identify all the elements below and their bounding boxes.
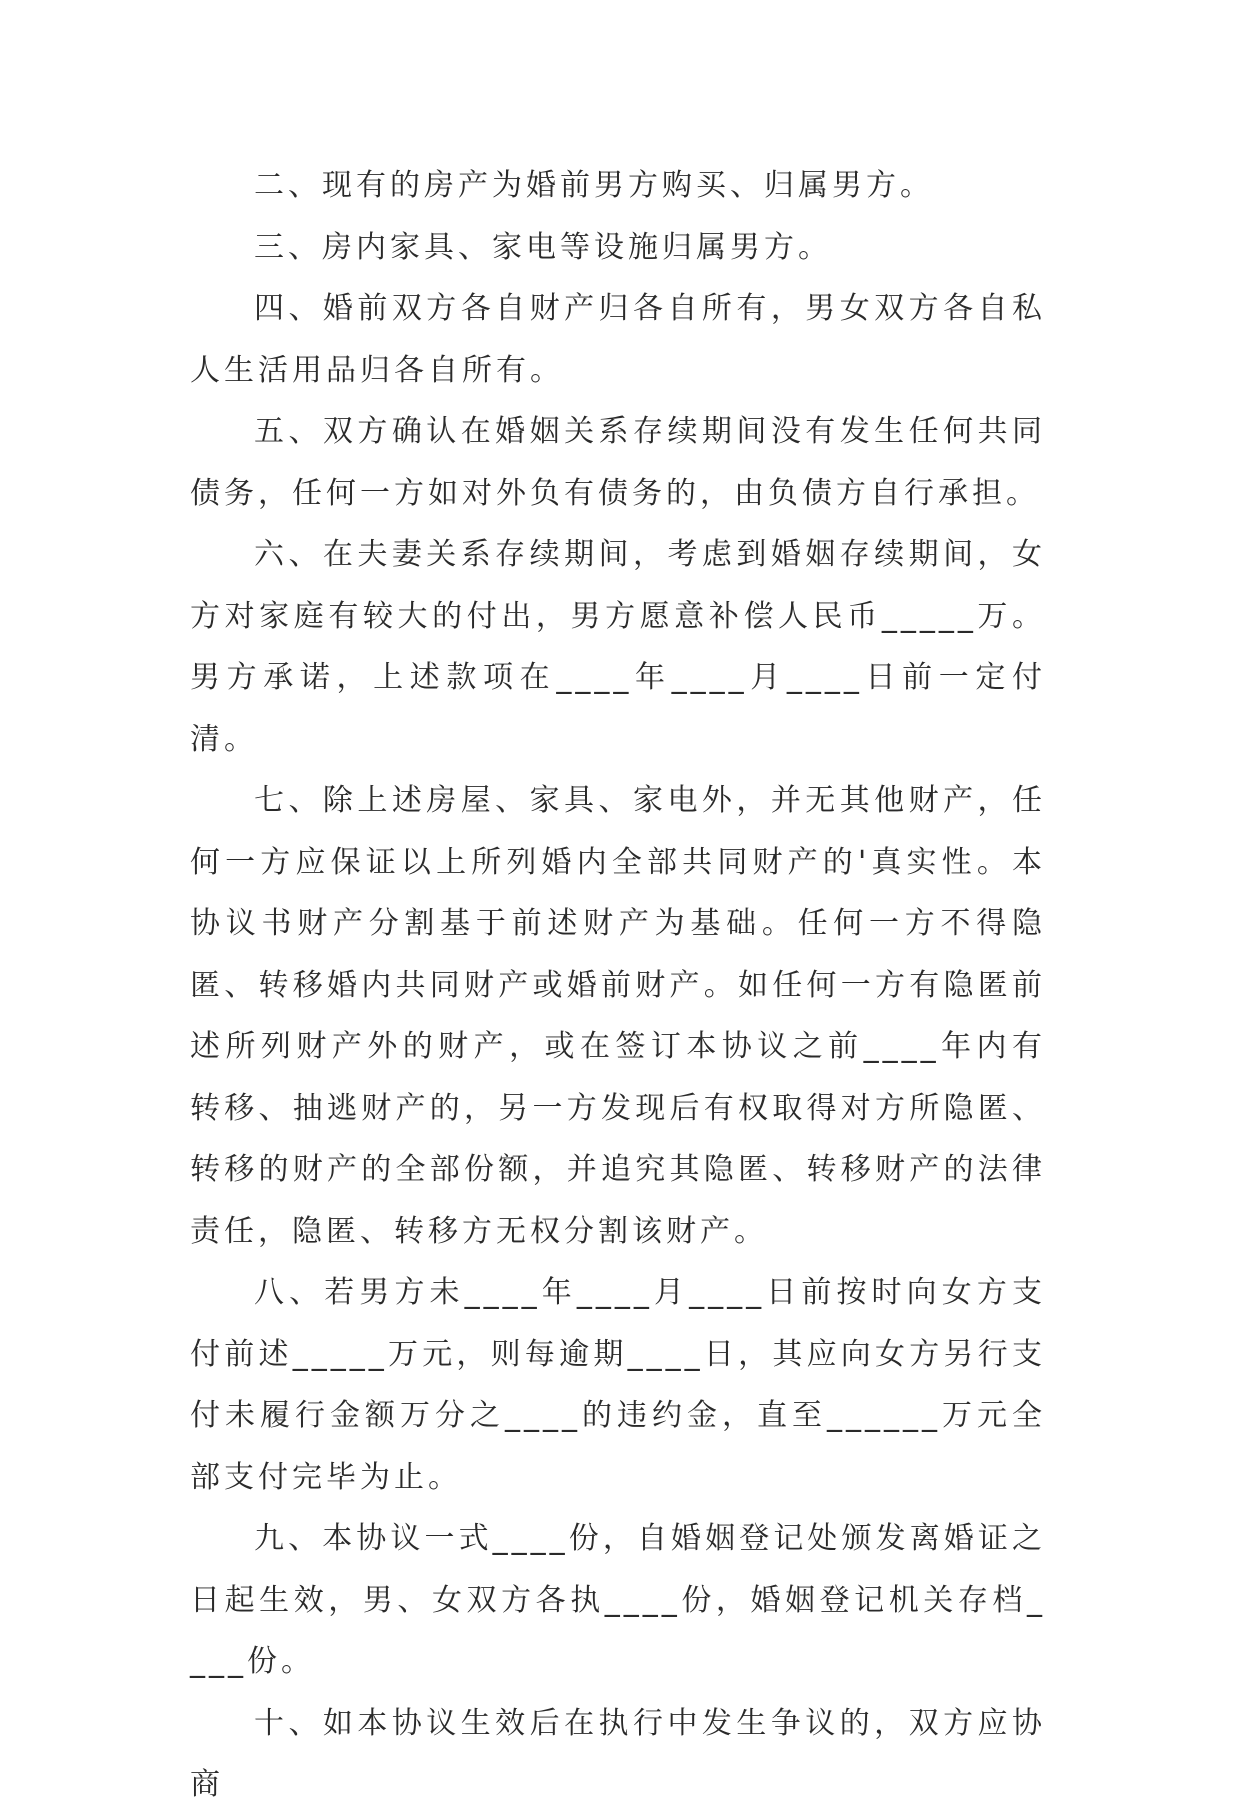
clause-5: 五、双方确认在婚姻关系存续期间没有发生任何共同债务，任何一方如对外负有债务的，由负债方自行承担。 [190, 414, 1046, 511]
clause-10: 十、如本协议生效后在执行中发生争议的，双方应协商 [190, 1705, 1046, 1802]
clause-6: 六、在夫妻关系存续期间，考虑到婚姻存续期间，女方对家庭有较大的付出，男方愿意补偿人民币_____万。男方承诺，上述款项在____年____月____日前一定付清。 [190, 537, 1046, 757]
clause-2: 二、现有的房产为婚前男方购买、归属男方。 [254, 168, 934, 203]
clause-9: 九、本协议一式____份，自婚姻登记处颁发离婚证之日起生效，男、女双方各执____份，婚姻登记机关存档____份。 [190, 1521, 1046, 1679]
document-body [190, 155, 1046, 1816]
clause-4: 四、婚前双方各自财产归各自所有，男女双方各自私人生活用品归各自所有。 [190, 291, 1046, 388]
clause-3: 三、房内家具、家电等设施归属男方。 [254, 229, 832, 265]
clause-8: 八、若男方未____年____月____日前按时向女方支付前述_____万元，则每逾期____日，其应向女方另行支付未履行金额万分之____的违约金，直至______万元全部支付完毕为止。 [190, 1275, 1046, 1495]
clause-7: 七、除上述房屋、家具、家电外，并无其他财产，任何一方应保证以上所列婚内全部共同财产的'真实性。本协议书财产分割基于前述财产为基础。任何一方不得隐匿、转移婚内共同财产或婚前财产。如任何一方有隐匿前述所列财产外的财产，或在签订本协议之前____年内有转移、抽逃财产的，另一方发现后有权取得对方所隐匿、转移的财产的全部份额，并追究其隐匿、转移财产的法律责任，隐匿、转移方无权分割该财产。 [190, 783, 1046, 1249]
